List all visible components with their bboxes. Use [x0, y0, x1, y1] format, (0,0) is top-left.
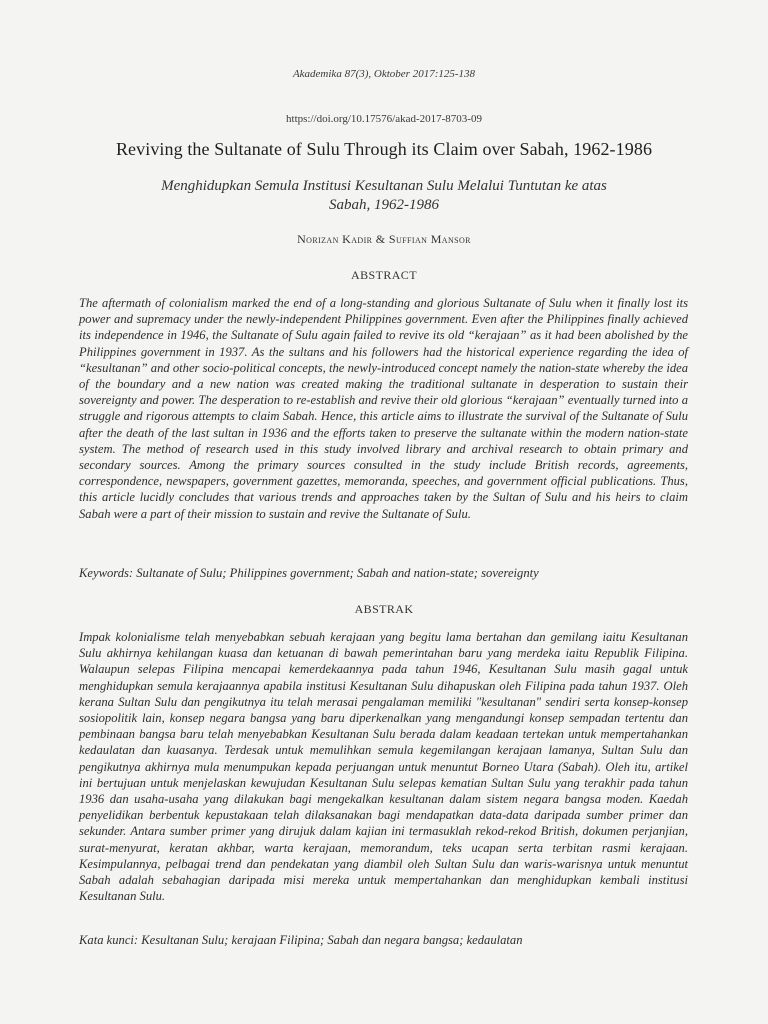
article-title: Reviving the Sultanate of Sulu Through its Claim over Sabah, 1962-1986 [115, 139, 653, 159]
abstrak-keywords: Kata kunci: Kesultanan Sulu; kerajaan Filipina; Sabah dan negara bangsa; kedaulatan [79, 933, 523, 947]
doi-link[interactable]: https://doi.org/10.17576/akad-2017-8703-09 [286, 113, 482, 125]
abstract-heading: ABSTRACT [351, 268, 417, 282]
abstract-body: The aftermath of colonialism marked the end of a long-standing and glorious Sultanate of Sulu when it finally lost its power and supremacy under the newly-independent Philippines government. Even after the Philippines finally achieved its independence in 1946, the Sultanate of Sulu again failed to revive its old “kerajaan” as it had been abolished by the Philippines government in 1937. As the sultans and his followers had the historical experience regarding the idea of “kesultanan” and other socio-political concepts, the newly-introduced concept namely the nation-state whereby the idea of the boundary and a new nation was created making the traditional sultanate in desperation to sustain their sovereignty and power. The desperation to re-establish and revive their old glorious “kerajaan” eventually turned into a struggle and rigorous attempts to claim Sabah. Hence, this article aims to illustrate the survival of the Sultanate of Sulu after the death of the last sultan in 1936 and the efforts taken to preserve the sultanate within the modern nation-state system. The method of research used in this study involved library and archival research to obtain primary and secondary sources. Among the primary sources consulted in the study include British records, agreements, correspondence, newspapers, government gazettes, memoranda, speeches, and government official publications. Thus, this article lucidly concludes that various trends and approaches taken by the Sultan of Sulu and his heirs to claim Sabah were a part of their mission to sustain and revive the Sultanate of Sulu. [79, 296, 688, 521]
article-subtitle: Menghidupkan Semula Institusi Kesultanan Sulu Melalui Tuntutan ke atas Sabah, 1962-1986 [161, 178, 607, 213]
abstrak-heading: ABSTRAK [354, 602, 414, 616]
abstract-keywords: Keywords: Sultanate of Sulu; Philippines government; Sabah and nation-state; sovereignty [79, 566, 539, 580]
author-list: Norizan Kadir & Suffian Mansor [297, 232, 471, 246]
journal-citation: Akademika 87(3), Oktober 2017:125-138 [292, 68, 476, 80]
abstrak-body: Impak kolonialisme telah menyebabkan sebuah kerajaan yang begitu lama bertahan dan gemilang iaitu Kesultanan Sulu akhirnya kehilangan kuasa dan ketuanan di bawah pemerintahan baru yang merdeka iaitu Republik Filipina. Walaupun selepas Filipina mencapai kemerdekaannya pada tahun 1946, Kesultanan Sulu masih gagal untuk menghidupkan semula kerajaannya apabila institusi Kesultanan Sulu dihapuskan oleh Filipina pada tahun 1937. Oleh kerana Sultan Sulu dan pengikutnya itu telah merasai pengalaman memiliki "kesultanan" sendiri serta konsep-konsep sosiopolitik lain, konsep negara bangsa yang baru diperkenalkan yang mengandungi konsep sempadan tertentu dan pembinaan bangsa baru telah menyebabkan Kesultanan Sulu berada dalam keadaan tertekan untuk mempertahankan kedaulatan dan kuasanya. Terdesak untuk memulihkan semula kegemilangan kerajaan lamanya, Sultan Sulu dan pengikutnya akhirnya mula menumpukan kepada perjuangan untuk menuntut Borneo Utara (Sabah). Oleh itu, artikel ini bertujuan untuk menjelaskan kewujudan Kesultanan Sulu selepas kematian Sultan Sulu yang terakhir pada tahun 1936 dan usaha-usaha yang dilakukan bagi mengekalkan kesultanan dalam sistem negara bangsa moden. Kaedah penyelidikan berbentuk kepustakaan telah dilaksanakan bagi mendapatkan data-data daripada sumber primer dan sekunder. Antara sumber primer yang dirujuk dalam kajian ini termasuklah rekod-rekod British, dokumen perjanjian, surat-menyurat, keratan akhbar, warta kerajaan, memorandum, teks ucapan serta terbitan rasmi kerajaan. Kesimpulannya, pelbagai trend dan pendekatan yang diambil oleh Sultan Sulu dan waris-warisnya untuk menuntut Sabah adalah sebahagian daripada misi mereka untuk mempertahankan dan menghidupkan kembali institusi Kesultanan Sulu. [79, 630, 688, 904]
